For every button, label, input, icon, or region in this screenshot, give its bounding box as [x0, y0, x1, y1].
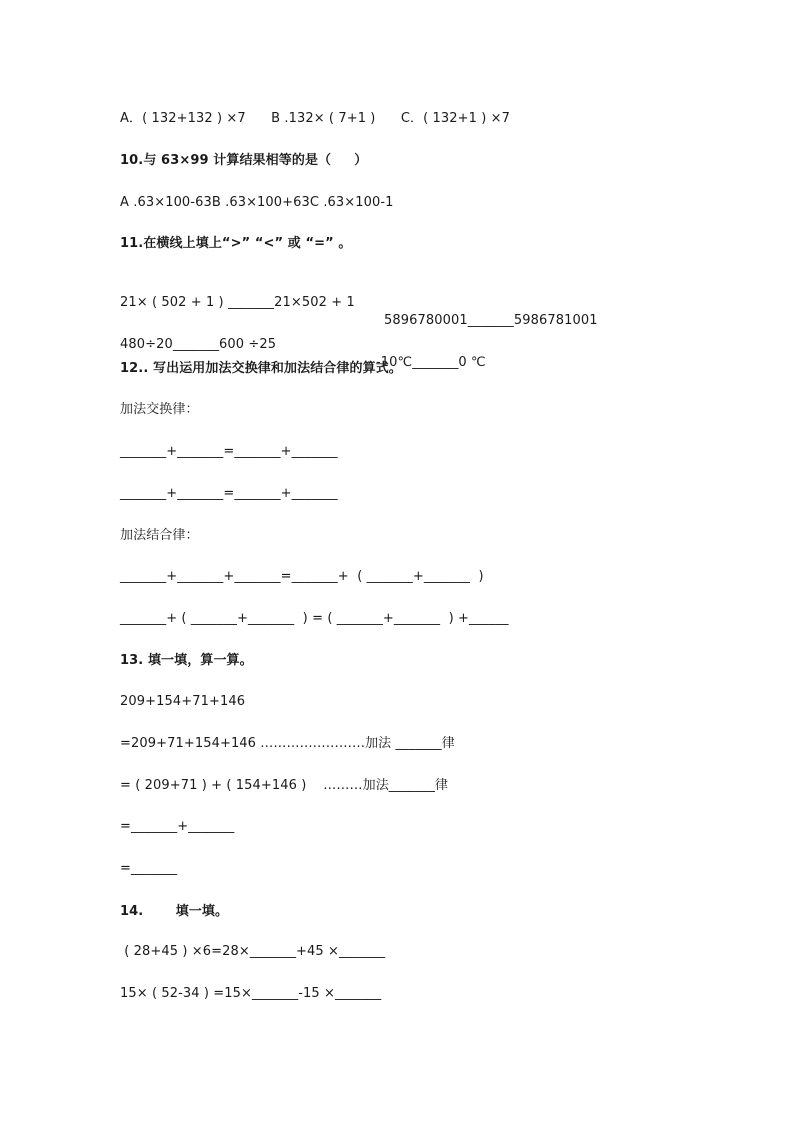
choice-options-q9: A．( 132+132 ) ×7 B .132× ( 7+1 ) C．( 132+1 ) ×7 — [120, 111, 511, 126]
question-14: 14. 填一填。 — [120, 904, 229, 919]
question-12: 12.. 写出运用加法交换律和加法结合律的算式。 — [120, 361, 402, 376]
distributive-item-1: ( 28+45 ) ×6=28×_______+45 ×_______ — [120, 944, 386, 959]
blank-equation-4: _______+ ( _______+_______ ) = ( _______+_______ ) +______ — [120, 611, 509, 626]
commutative-law-label: 加法交换律： — [120, 402, 199, 417]
compare-item-2: 5896780001_______5986781001 — [384, 313, 598, 328]
blank-equation-2: _______+_______=_______+_______ — [120, 486, 338, 501]
blank-equation-1: _______+_______=_______+_______ — [120, 444, 338, 459]
question-10: 10.与 63×99 计算结果相等的是（ ） — [120, 153, 368, 168]
blank-equation-3: _______+_______+_______=_______+ ( _______+_______ ) — [120, 569, 484, 584]
choice-options-q10: A .63×100-63B .63×100+63C .63×100-1 — [120, 195, 394, 210]
calc-step-4: =_______+_______ — [120, 819, 235, 834]
compare-item-4: -10℃_______0 ℃ — [376, 355, 486, 370]
compare-item-3: 480÷20_______600 ÷25 — [120, 337, 277, 352]
question-11: 11.在横线上填上“>” “<” 或 “=” 。 — [120, 236, 352, 251]
distributive-item-2: 15× ( 52-34 ) =15×_______-15 ×_______ — [120, 986, 382, 1001]
compare-item-1: 21× ( 502 + 1 ) _______21×502 + 1 — [120, 295, 355, 310]
calc-step-1: 209+154+71+146 — [120, 694, 246, 709]
calc-step-5: =_______ — [120, 861, 178, 876]
question-13: 13. 填一填，算一算。 — [120, 653, 253, 668]
associative-law-label: 加法结合律： — [120, 528, 199, 543]
calc-step-2: =209+71+154+146 ……………………加法 _______律 — [120, 736, 455, 751]
calc-step-3: = ( 209+71 ) + ( 154+146 ) ………加法_______律 — [120, 778, 449, 793]
